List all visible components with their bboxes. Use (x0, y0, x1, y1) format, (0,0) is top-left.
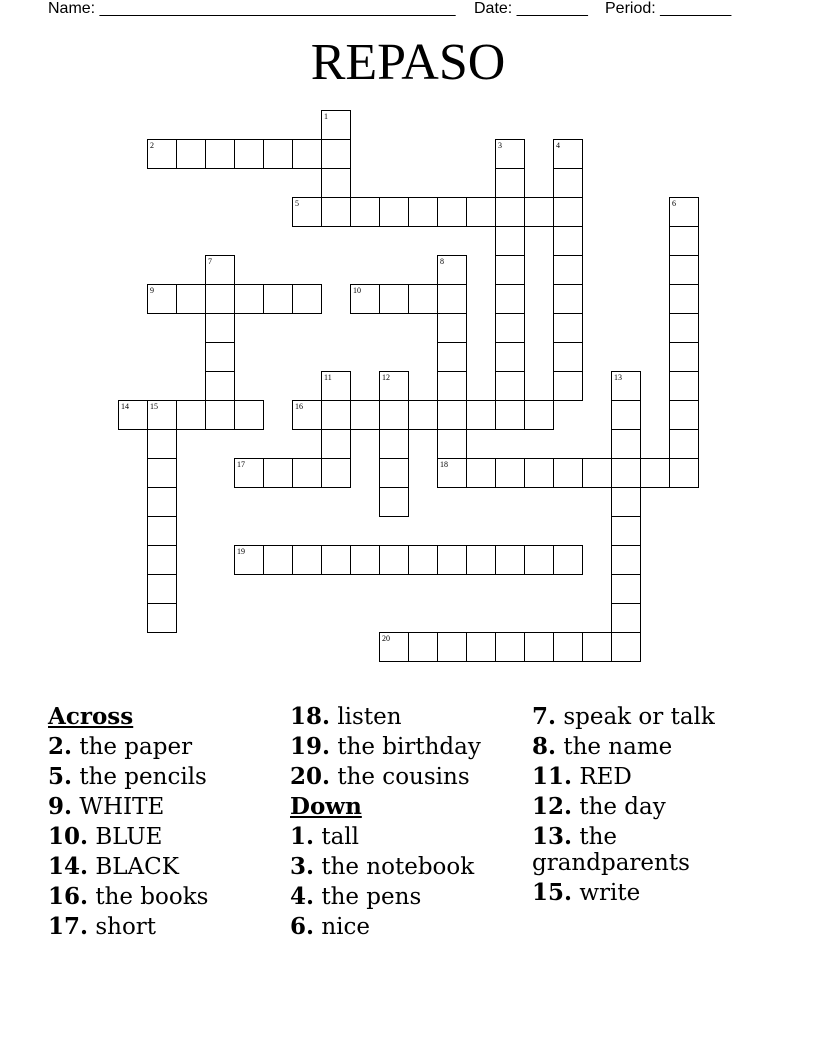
crossword-cell[interactable] (611, 487, 641, 517)
crossword-cell[interactable] (669, 313, 699, 343)
clue-number-label: 18 (440, 460, 448, 469)
down-clue-3 (290, 852, 520, 882)
crossword-cell[interactable] (495, 168, 525, 198)
crossword-cell[interactable] (292, 458, 322, 488)
crossword-cell[interactable] (466, 197, 496, 227)
crossword-cell[interactable] (437, 429, 467, 459)
across-clue-5 (48, 762, 278, 792)
crossword-cell[interactable] (582, 458, 612, 488)
clue-number: 9. (48, 793, 73, 820)
crossword-cell[interactable] (379, 429, 409, 459)
clue-number: 17. (48, 913, 89, 940)
crossword-cell[interactable] (408, 632, 438, 662)
down-clue-4 (290, 882, 520, 912)
clue-text: nice (321, 914, 370, 940)
across-clue-20 (290, 762, 520, 792)
crossword-cell[interactable] (437, 400, 467, 430)
clue-number: 1. (290, 823, 315, 850)
clue-number: 14. (48, 853, 89, 880)
crossword-cell[interactable] (379, 487, 409, 517)
clue-number-label: 7 (208, 257, 212, 266)
crossword-cell[interactable] (466, 400, 496, 430)
down-clue-6 (290, 912, 520, 942)
clue-text: the cousins (337, 764, 470, 790)
crossword-cell[interactable] (553, 342, 583, 372)
clue-number-label: 12 (382, 373, 390, 382)
clue-text: the birthday (337, 734, 481, 760)
crossword-cell[interactable] (640, 458, 670, 488)
crossword-cell[interactable] (495, 371, 525, 401)
clue-number: 11. (532, 763, 573, 790)
clue-column-1 (48, 702, 278, 942)
crossword-cell[interactable] (147, 603, 177, 633)
across-clue-16 (48, 882, 278, 912)
clue-text: BLUE (95, 824, 163, 850)
crossword-cell[interactable] (495, 197, 525, 227)
clue-number-label: 5 (295, 199, 299, 208)
crossword-cell[interactable] (669, 400, 699, 430)
crossword-cell[interactable] (582, 632, 612, 662)
crossword-cell[interactable] (321, 400, 351, 430)
crossword-cell[interactable] (611, 400, 641, 430)
clue-number: 2. (48, 733, 73, 760)
crossword-cell[interactable] (553, 226, 583, 256)
crossword-cell[interactable] (437, 197, 467, 227)
crossword-cell[interactable] (437, 545, 467, 575)
crossword-cell[interactable] (321, 197, 351, 227)
clue-text: short (95, 914, 157, 940)
crossword-cell[interactable] (234, 400, 264, 430)
clue-number: 4. (290, 883, 315, 910)
down-clue-15 (532, 878, 762, 908)
crossword-cell[interactable] (669, 226, 699, 256)
clue-number-label: 15 (150, 402, 158, 411)
clue-number-label: 6 (672, 199, 676, 208)
crossword-cell[interactable] (350, 545, 380, 575)
down-clue-11 (532, 762, 762, 792)
name-field[interactable]: Name: ________________________________________ (48, 0, 456, 17)
clue-number: 12. (532, 793, 573, 820)
clue-text: speak or talk (563, 704, 715, 730)
crossword-cell[interactable] (669, 429, 699, 459)
clue-number-label: 2 (150, 141, 154, 150)
crossword-cell[interactable] (437, 284, 467, 314)
crossword-cell[interactable] (524, 197, 554, 227)
crossword-cell[interactable] (524, 458, 554, 488)
crossword-cell[interactable] (205, 400, 235, 430)
across-clue-2 (48, 732, 278, 762)
down-heading: Down (290, 793, 362, 820)
crossword-cell[interactable] (379, 284, 409, 314)
crossword-cell[interactable] (466, 632, 496, 662)
crossword-cell[interactable] (176, 284, 206, 314)
across-heading: Across (48, 703, 134, 730)
clue-text: the day (579, 794, 666, 820)
clue-number-label: 14 (121, 402, 129, 411)
crossword-cell[interactable] (379, 197, 409, 227)
clue-text: the pens (321, 884, 422, 910)
clue-text: write (579, 880, 641, 906)
crossword-cell[interactable] (611, 545, 641, 575)
crossword-cell[interactable] (263, 139, 293, 169)
crossword-cell[interactable] (350, 400, 380, 430)
crossword-cell[interactable] (147, 516, 177, 546)
crossword-cell[interactable] (321, 168, 351, 198)
crossword-cell[interactable] (466, 458, 496, 488)
clue-number-label: 17 (237, 460, 245, 469)
crossword-cell[interactable] (437, 632, 467, 662)
crossword-cell[interactable] (379, 458, 409, 488)
clue-number-label: 4 (556, 141, 560, 150)
crossword-cell[interactable] (553, 313, 583, 343)
crossword-cell[interactable] (147, 429, 177, 459)
clue-text: the notebook (321, 854, 475, 880)
down-clue-7 (532, 702, 762, 732)
crossword-cell[interactable] (321, 139, 351, 169)
crossword-cell[interactable] (669, 284, 699, 314)
clue-number: 7. (532, 703, 557, 730)
date-field[interactable]: Date: ________ (474, 0, 588, 17)
crossword-cell[interactable] (553, 197, 583, 227)
clue-number-label: 1 (324, 112, 328, 121)
period-field[interactable]: Period: ________ (605, 0, 732, 17)
crossword-cell[interactable] (205, 342, 235, 372)
clue-number-label: 11 (324, 373, 332, 382)
crossword-cell[interactable] (524, 400, 554, 430)
clue-number: 8. (532, 733, 557, 760)
crossword-cell[interactable] (234, 284, 264, 314)
crossword-cell[interactable] (379, 400, 409, 430)
crossword-cell[interactable] (611, 632, 641, 662)
crossword-cell[interactable] (321, 429, 351, 459)
clue-text: the pencils (79, 764, 207, 790)
crossword-cell[interactable] (408, 400, 438, 430)
crossword-cell[interactable] (495, 255, 525, 285)
clue-text: the paper (79, 734, 193, 760)
across-clue-10 (48, 822, 278, 852)
clue-text: BLACK (95, 854, 179, 880)
clue-text: listen (337, 704, 402, 730)
crossword-cell[interactable] (553, 632, 583, 662)
crossword-cell[interactable] (176, 139, 206, 169)
down-clue-8 (532, 732, 762, 762)
clue-number: 20. (290, 763, 331, 790)
crossword-cell[interactable] (524, 545, 554, 575)
crossword-cell[interactable] (669, 255, 699, 285)
crossword-cell[interactable] (147, 574, 177, 604)
down-clue-13 (532, 822, 762, 878)
clue-number: 5. (48, 763, 73, 790)
clue-number: 13. (532, 823, 573, 850)
crossword-cell[interactable] (611, 458, 641, 488)
crossword-cell[interactable] (147, 487, 177, 517)
clue-number: 18. (290, 703, 331, 730)
crossword-cell[interactable] (466, 545, 496, 575)
crossword-cell[interactable] (350, 197, 380, 227)
clue-text: the books (95, 884, 209, 910)
crossword-cell[interactable] (292, 545, 322, 575)
crossword-cell[interactable] (495, 284, 525, 314)
crossword-cell[interactable] (321, 545, 351, 575)
clue-number-label: 10 (353, 286, 361, 295)
crossword-cell[interactable] (408, 545, 438, 575)
clue-number-label: 16 (295, 402, 303, 411)
clue-number-label: 3 (498, 141, 502, 150)
clue-number: 15. (532, 879, 573, 906)
crossword-cell[interactable] (263, 545, 293, 575)
page-title: REPASO (310, 34, 506, 91)
crossword-cell[interactable] (553, 168, 583, 198)
crossword-cell[interactable] (176, 400, 206, 430)
crossword-cell[interactable] (669, 371, 699, 401)
clue-number-label: 19 (237, 547, 245, 556)
crossword-cell[interactable] (495, 313, 525, 343)
crossword-cell[interactable] (495, 632, 525, 662)
crossword-cell[interactable] (524, 632, 554, 662)
crossword-cell[interactable] (611, 603, 641, 633)
clue-number: 3. (290, 853, 315, 880)
crossword-cell[interactable] (553, 284, 583, 314)
crossword-cell[interactable] (205, 139, 235, 169)
crossword-cell[interactable] (553, 255, 583, 285)
crossword-cell[interactable] (611, 516, 641, 546)
clue-column-3 (532, 702, 762, 908)
crossword-cell[interactable] (495, 226, 525, 256)
crossword-cell[interactable] (437, 371, 467, 401)
crossword-cell[interactable] (553, 458, 583, 488)
crossword-cell[interactable] (669, 458, 699, 488)
crossword-cell[interactable] (379, 545, 409, 575)
crossword-cell[interactable] (263, 458, 293, 488)
clue-column-2 (290, 702, 520, 942)
across-clue-17 (48, 912, 278, 942)
crossword-cell[interactable] (611, 574, 641, 604)
crossword-cell[interactable] (495, 458, 525, 488)
crossword-cell[interactable] (437, 313, 467, 343)
crossword-cell[interactable] (234, 139, 264, 169)
clue-number: 10. (48, 823, 89, 850)
crossword-cell[interactable] (292, 284, 322, 314)
clue-number: 6. (290, 913, 315, 940)
across-clue-19 (290, 732, 520, 762)
crossword-cell[interactable] (611, 429, 641, 459)
across-clue-14 (48, 852, 278, 882)
down-clue-1 (290, 822, 520, 852)
clue-number-label: 20 (382, 634, 390, 643)
clue-text: RED (579, 764, 632, 790)
clue-number-label: 13 (614, 373, 622, 382)
across-clue-9 (48, 792, 278, 822)
crossword-cell[interactable] (205, 371, 235, 401)
crossword-cell[interactable] (263, 284, 293, 314)
crossword-cell[interactable] (495, 545, 525, 575)
crossword-cell[interactable] (408, 197, 438, 227)
clue-number: 19. (290, 733, 331, 760)
crossword-cell[interactable] (321, 458, 351, 488)
crossword-cell[interactable] (292, 139, 322, 169)
crossword-cell[interactable] (205, 313, 235, 343)
crossword-cell[interactable] (147, 458, 177, 488)
clue-number-label: 9 (150, 286, 154, 295)
crossword-cell[interactable] (495, 400, 525, 430)
crossword-cell[interactable] (553, 545, 583, 575)
crossword-cell[interactable] (553, 371, 583, 401)
clue-text: WHITE (79, 794, 165, 820)
crossword-cell[interactable] (147, 545, 177, 575)
clue-number-label: 8 (440, 257, 444, 266)
crossword-cell[interactable] (205, 284, 235, 314)
clue-text: the grandparents (532, 824, 690, 876)
down-clue-12 (532, 792, 762, 822)
clue-text: the name (563, 734, 673, 760)
crossword-cell[interactable] (437, 342, 467, 372)
clue-text: tall (321, 824, 359, 850)
crossword-cell[interactable] (408, 284, 438, 314)
across-clue-18 (290, 702, 520, 732)
crossword-cell[interactable] (669, 342, 699, 372)
crossword-cell[interactable] (495, 342, 525, 372)
clue-number: 16. (48, 883, 89, 910)
